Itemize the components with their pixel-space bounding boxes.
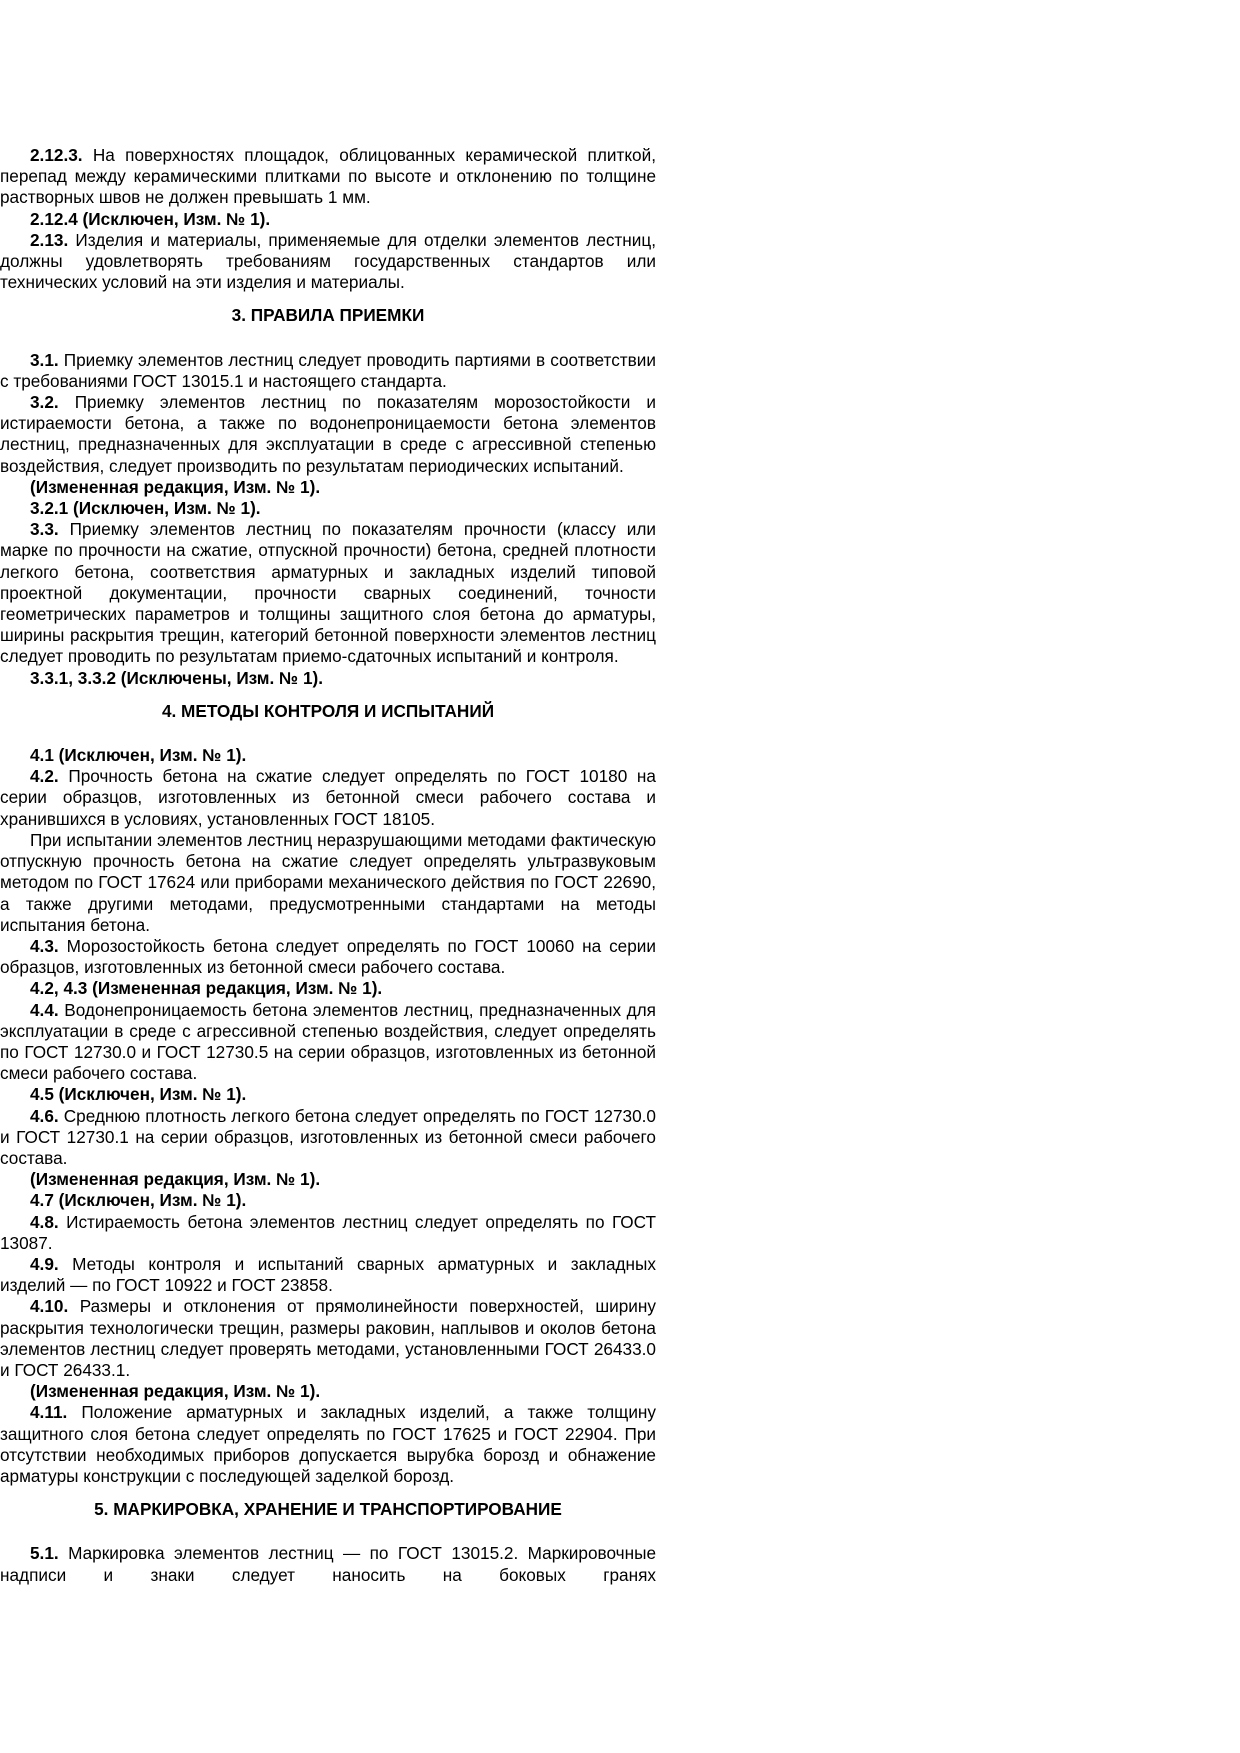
amendment-note: 2.12.4 (Исключен, Изм. № 1). <box>30 208 271 229</box>
clause-paragraph <box>0 392 656 477</box>
clause-paragraph <box>0 936 656 978</box>
clause-number: 3.3. <box>30 519 59 540</box>
clause-text: При испытании элементов лестниц неразрушающими методами фактическую отпускную прочность бетона на сжатие следует определять ультразвуковым методом по ГОСТ 17624 или приборами механического действия по ГОСТ 22690, а также другими методами, предусмотренными стандартами на методы испытания бетона. <box>0 829 656 935</box>
clause-paragraph <box>0 519 656 667</box>
amendment-note: (Измененная редакция, Изм. № 1). <box>30 1381 321 1402</box>
clause-paragraph <box>0 830 656 936</box>
clause-paragraph <box>0 230 656 294</box>
amendment-note: 4.5 (Исключен, Изм. № 1). <box>30 1084 247 1105</box>
document-body <box>0 145 656 1586</box>
clause-text: Приемку элементов лестниц по показателям прочности (классу или марке по прочности на сжатие, отпускной прочности) бетона, средней плотности легкого бетона, соответствия арматурных и закладных изделий типовой проектной документации, прочности сварных соединений, точности геометрических параметров и толщины защитного слоя бетона до арматуры, ширины раскрытия трещин, категорий бетонной поверхности элементов лестниц следует проводить по результатам приемо-сдаточных испытаний и контроля. <box>0 519 657 667</box>
clause-paragraph <box>0 145 656 209</box>
amendment-note: (Измененная редакция, Изм. № 1). <box>30 476 321 497</box>
amendment-note: 3.2.1 (Исключен, Изм. № 1). <box>30 498 261 519</box>
clause-number: 4.6. <box>30 1105 59 1126</box>
clause-text: Приемку элементов лестниц следует проводить партиями в соответствии с требованиями ГОСТ 13015.1 и настоящего стандарта. <box>0 349 656 391</box>
clause-number: 4.4. <box>30 999 59 1020</box>
amendment-note: 4.2, 4.3 (Измененная редакция, Изм. № 1). <box>30 978 383 999</box>
clause-number: 4.9. <box>30 1253 59 1274</box>
clause-paragraph <box>0 1543 656 1585</box>
clause-text: Методы контроля и испытаний сварных арматурных и закладных изделий — по ГОСТ 10922 и ГОСТ 23858. <box>0 1253 656 1296</box>
clause-paragraph <box>0 1000 656 1085</box>
amendment-note: (Измененная редакция, Изм. № 1). <box>30 1169 321 1190</box>
clause-paragraph <box>0 1254 656 1296</box>
clause-number: 3.2. <box>30 392 59 413</box>
clause-text: Прочность бетона на сжатие следует определять по ГОСТ 10180 на серии образцов, изготовленных из бетонной смеси рабочего состава и хранившихся в условиях, установленных ГОСТ 18105. <box>0 766 656 829</box>
amendment-note: 3.3.1, 3.3.2 (Исключены, Изм. № 1). <box>30 667 324 688</box>
section-heading: 3. ПРАВИЛА ПРИЕМКИ <box>231 305 425 326</box>
section-heading: 4. МЕТОДЫ КОНТРОЛЯ И ИСПЫТАНИЙ <box>161 700 495 721</box>
clause-paragraph <box>0 350 656 392</box>
clause-text: Среднюю плотность легкого бетона следует определять по ГОСТ 12730.0 и ГОСТ 12730.1 на серии образцов, изготовленных из бетонной смеси рабочего состава. <box>0 1105 656 1168</box>
clause-paragraph <box>0 1106 656 1170</box>
clause-text: Размеры и отклонения от прямолинейности поверхностей, ширину раскрытия технологически трещин, размеры раковин, наплывов и околов бетона элементов лестниц следует проверять методами, установленными ГОСТ 26433.0 и ГОСТ 26433.1. <box>0 1296 656 1380</box>
clause-number: 2.12.3. <box>30 145 83 165</box>
clause-text: Изделия и материалы, применяемые для отделки элементов лестниц, должны удовлетворять требованиям государственных стандартов или технических условий на эти изделия и материалы. <box>0 229 656 293</box>
clause-number: 5.1. <box>30 1543 59 1564</box>
clause-number: 3.1. <box>30 349 59 370</box>
clause-number: 4.11. <box>30 1402 68 1423</box>
clause-text: Маркировка элементов лестниц — по ГОСТ 13015.2. Маркировочные надписи и знаки следует наносить на боковых гранях <box>0 1543 657 1585</box>
clause-text: Истираемость бетона элементов лестниц следует определять по ГОСТ 13087. <box>0 1211 656 1253</box>
clause-text: Водонепроницаемость бетона элементов лестниц, предназначенных для эксплуатации в среде с агрессивной степенью воздействия, следует определять по ГОСТ 12730.0 и ГОСТ 12730.5 на серии образцов, изготовленных из бетонной смеси рабочего состава. <box>0 999 656 1084</box>
clause-paragraph <box>0 1296 656 1381</box>
clause-number: 2.13. <box>30 229 69 250</box>
clause-number: 4.8. <box>30 1211 59 1232</box>
amendment-note: 4.7 (Исключен, Изм. № 1). <box>30 1190 247 1211</box>
clause-paragraph <box>0 1402 656 1487</box>
clause-number: 4.2. <box>30 766 59 787</box>
clause-paragraph <box>0 1212 656 1254</box>
section-heading: 5. МАРКИРОВКА, ХРАНЕНИЕ И ТРАНСПОРТИРОВАНИЕ <box>94 1499 562 1520</box>
clause-text: Приемку элементов лестниц по показателям морозостойкости и истираемости бетона, а также по водонепроницаемости бетона элементов лестниц, предназначенных для эксплуатации в среде с агрессивной степенью воздействия, следует производить по результатам периодических испытаний. <box>0 392 656 476</box>
clause-text: Положение арматурных и закладных изделий, а также толщину защитного слоя бетона следует определять по ГОСТ 17625 и ГОСТ 22904. При отсутствии необходимых приборов допускается вырубка борозд и обнажение арматуры конструкции с последующей заделкой борозд. <box>0 1402 657 1486</box>
amendment-note: 4.1 (Исключен, Изм. № 1). <box>30 745 247 766</box>
clause-text: Морозостойкость бетона следует определять по ГОСТ 10060 на серии образцов, изготовленных из бетонной смеси рабочего состава. <box>0 935 657 978</box>
clause-number: 4.10. <box>30 1296 69 1317</box>
clause-number: 4.3. <box>30 935 59 956</box>
clause-text: На поверхностях площадок, облицованных керамической плиткой, перепад между керамическими плитками по высоте и отклонению по толщине растворных швов не должен превышать 1 мм. <box>0 145 656 208</box>
clause-paragraph <box>0 766 656 830</box>
